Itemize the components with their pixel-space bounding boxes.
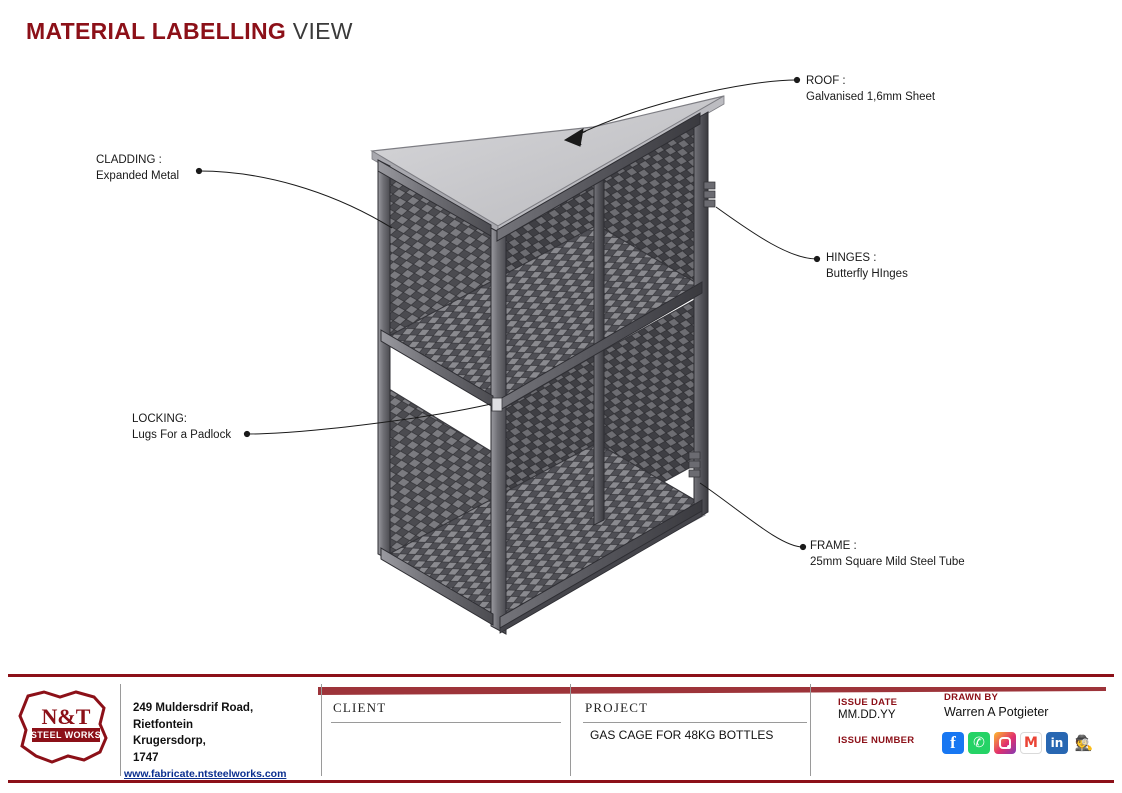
drawn-by-label: DRAWN BY bbox=[944, 692, 999, 703]
project-label: PROJECT bbox=[585, 700, 649, 715]
gmail-icon[interactable]: M bbox=[1020, 732, 1042, 754]
issue-number-label: ISSUE NUMBER bbox=[838, 735, 915, 746]
callout-frame-head: FRAME : bbox=[810, 540, 857, 552]
callout-locking-sub: Lugs For a Padlock bbox=[132, 428, 232, 441]
callout-roof-sub: Galvanised 1,6mm Sheet bbox=[806, 90, 936, 103]
callout-frame-sub: 25mm Square Mild Steel Tube bbox=[810, 555, 965, 568]
instagram-dot bbox=[1007, 745, 1011, 749]
locking-lug bbox=[492, 398, 502, 411]
company-website-link[interactable]: www.fabricate.ntsteelworks.com bbox=[124, 768, 287, 780]
page-title-plain: VIEW bbox=[292, 18, 353, 44]
title-block-footer bbox=[0, 672, 1122, 793]
callout-roof bbox=[806, 74, 935, 105]
person-desk-icon[interactable]: 🕵 bbox=[1072, 732, 1096, 754]
callout-cladding-head: CLADDING : bbox=[96, 154, 162, 166]
client-underline bbox=[331, 722, 561, 723]
callout-cladding-sub: Expanded Metal bbox=[96, 169, 180, 182]
callout-hinges-head: HINGES : bbox=[826, 252, 877, 264]
client-label: CLIENT bbox=[333, 700, 387, 715]
instagram-ring bbox=[999, 737, 1011, 749]
callout-hinges-sub: Butterfly HInges bbox=[826, 267, 908, 280]
company-logo bbox=[14, 690, 118, 766]
logo-text-sub: STEEL WORKS bbox=[30, 730, 102, 740]
issue-date-value[interactable]: MM.DD.YY bbox=[838, 709, 896, 721]
logo-text-main: N&T bbox=[41, 704, 91, 729]
drawn-by-value: Warren A Potgieter bbox=[944, 705, 1049, 719]
callout-locking bbox=[132, 412, 231, 443]
instagram-icon[interactable] bbox=[994, 732, 1016, 754]
whatsapp-icon[interactable]: ✆ bbox=[968, 732, 990, 754]
facebook-icon[interactable]: f bbox=[942, 732, 964, 754]
client-field-box bbox=[321, 684, 571, 776]
project-value[interactable]: GAS CAGE FOR 48KG BOTTLES bbox=[590, 728, 774, 742]
callout-roof-head: ROOF : bbox=[806, 75, 846, 87]
footer-rule-bottom bbox=[8, 780, 1114, 783]
callout-hinges bbox=[826, 251, 908, 282]
page-title-strong: MATERIAL LABELLING bbox=[26, 18, 287, 44]
project-underline bbox=[583, 722, 807, 723]
linkedin-icon[interactable]: in bbox=[1046, 732, 1068, 754]
callout-frame bbox=[810, 539, 965, 570]
issue-date-label: ISSUE DATE bbox=[838, 697, 898, 708]
callout-cladding bbox=[96, 153, 179, 184]
callout-locking-head: LOCKING: bbox=[132, 413, 187, 425]
social-icon-row bbox=[942, 732, 1096, 754]
footer-divider-left bbox=[120, 684, 121, 776]
company-address: 249 Muldersdrif Road, Rietfontein Krugersdorp, 1747 bbox=[133, 702, 254, 765]
